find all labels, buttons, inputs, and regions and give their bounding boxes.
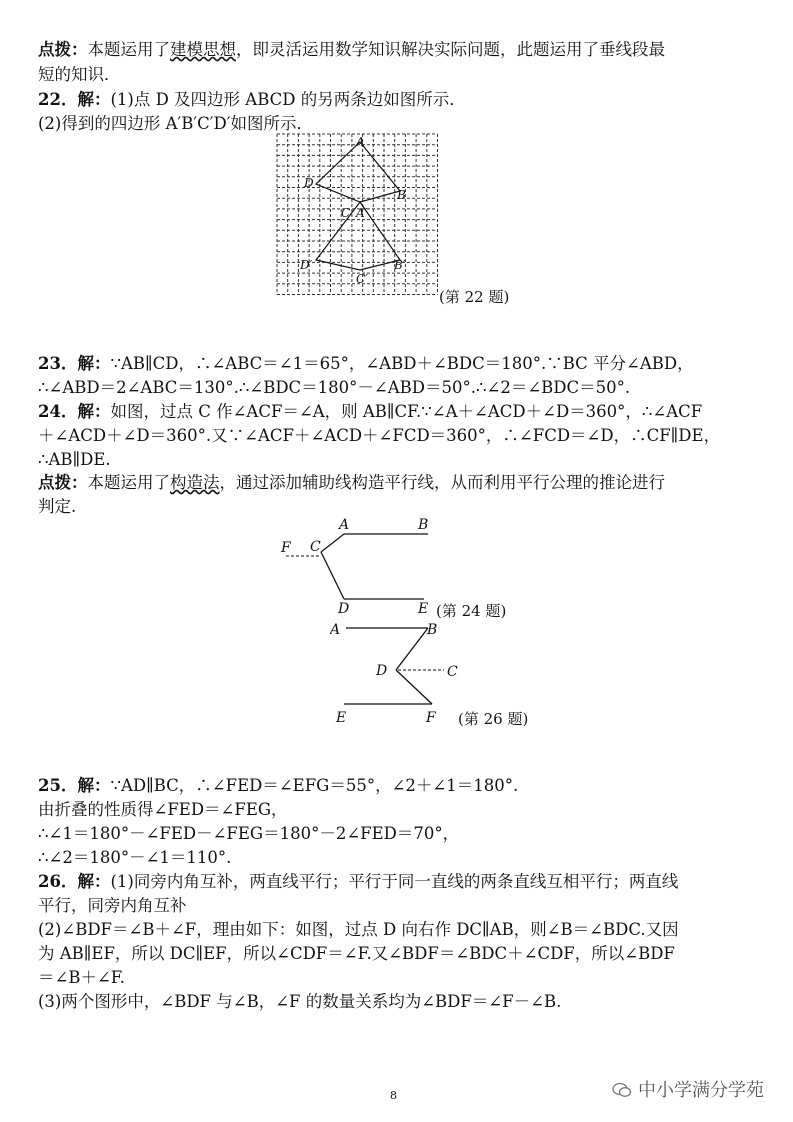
text-segment: 点拨： <box>38 473 88 492</box>
label-c: C <box>341 206 351 220</box>
label-d: D <box>338 601 350 617</box>
figure-22-caption: (第 22 题) <box>439 288 510 306</box>
text-segment: 22． <box>38 90 78 109</box>
text-segment: 本题运用了 <box>87 40 170 59</box>
text-line <box>38 798 288 822</box>
text-line <box>38 942 675 966</box>
text-segment: 构造法 <box>170 473 220 492</box>
label-d-prime: D′ <box>300 258 313 272</box>
label-b: B <box>397 188 406 202</box>
label-b-prime: B′ <box>394 258 406 272</box>
label-d: D <box>376 663 388 679</box>
text-line <box>38 63 121 87</box>
label-f: F <box>426 710 436 726</box>
text-segment: 解： <box>77 872 111 891</box>
label-a: A <box>356 135 365 149</box>
label-f: F <box>281 540 291 556</box>
label-b: B <box>427 622 438 638</box>
text-segment: 建模思想 <box>170 40 236 59</box>
text-segment: 解： <box>77 402 111 421</box>
label-a: A <box>330 622 341 638</box>
text-segment: 平行，同旁内角互补 <box>38 896 187 915</box>
text-segment: ∴∠1＝180°－∠FED－∠FEG＝180°－2∠FED＝70°， <box>38 824 460 843</box>
text-segment: 24． <box>38 402 78 421</box>
text-line <box>38 448 111 472</box>
text-line <box>38 38 665 62</box>
text-line <box>38 424 720 448</box>
text-segment: ∵AD∥BC，∴∠FED＝∠EFG＝55°，∠2＋∠1＝180°. <box>110 776 519 795</box>
text-line <box>38 894 187 918</box>
watermark <box>612 1076 764 1102</box>
text-segment: ∴∠2＝180°－∠1＝110°. <box>38 848 232 867</box>
text-segment: 23． <box>38 354 78 373</box>
text-segment: (2)得到的四边形 A′B′C′D′如图所示． <box>38 114 313 133</box>
text-segment: 解： <box>77 354 111 373</box>
text-line <box>38 88 466 112</box>
text-segment: 如图，过点 C 作∠ACF＝∠A，则 AB∥CF.∵∠A＋∠ACD＋∠D＝360°，∴∠ACF <box>110 402 703 421</box>
text-segment: (1)同旁内角互补，两直线平行；平行于同一直线的两条直线互相平行；两直线 <box>110 872 679 891</box>
label-c-prime: C′ <box>356 272 368 286</box>
text-segment: 25． <box>38 776 78 795</box>
text-line <box>38 352 694 376</box>
text-line <box>38 495 76 519</box>
text-segment: 解： <box>77 776 111 795</box>
text-line <box>38 400 702 424</box>
text-line <box>38 112 313 136</box>
text-line <box>38 471 665 495</box>
text-line <box>38 870 678 894</box>
text-line <box>38 774 518 798</box>
label-a: A <box>339 517 350 533</box>
text-segment: 点拨： <box>38 40 88 59</box>
text-line <box>38 846 231 870</box>
figure-26-caption: (第 26 题) <box>458 710 529 728</box>
text-line <box>38 918 679 942</box>
page-number: 8 <box>390 1089 397 1102</box>
text-segment: 本题运用了 <box>87 473 170 492</box>
text-line <box>38 966 125 990</box>
figure-22-grid <box>276 133 438 300</box>
text-line <box>38 822 459 846</box>
text-segment: ，即灵活运用数学知识解决实际问题，此题运用了垂线段最 <box>236 40 665 59</box>
text-segment: 短的知识． <box>38 65 121 84</box>
text-segment: ∵AB∥CD，∴∠ABC＝∠1＝65°，∠ABD＋∠BDC＝180°.∵BC 平分∠ABD， <box>110 354 694 373</box>
figure-24-caption: (第 24 题) <box>436 602 507 620</box>
label-e: E <box>336 710 347 726</box>
text-segment: ∴∠ABD＝2∠ABC＝130°.∴∠BDC＝180°－∠ABD＝50°.∴∠2＝∠BDC＝50°. <box>38 378 631 397</box>
label-c: C <box>310 539 321 555</box>
label-a-prime: A′ <box>356 206 368 220</box>
text-segment: ＋∠ACD＋∠D＝360°.又∵∠ACF＋∠ACD＋∠FCD＝360°，∴∠FCD＝∠D，∴CF∥DE， <box>38 426 721 445</box>
text-segment: (3)两个图形中，∠BDF 与∠B，∠F 的数量关系均为∠BDF＝∠F－∠B. <box>38 992 562 1011</box>
text-segment: (1)点 D 及四边形 ABCD 的另两条边如图所示． <box>110 90 466 109</box>
watermark-text: 中小学满分学苑 <box>638 1080 764 1101</box>
text-segment: (2)∠BDF＝∠B＋∠F，理由如下：如图，过点 D 向右作 DC∥AB，则∠B＝∠BDC.又因 <box>38 920 679 939</box>
text-segment: ＝∠B＋∠F. <box>38 968 125 987</box>
text-segment: ，通过添加辅助线构造平行线，从而利用平行公理的推论进行 <box>219 473 665 492</box>
chat-bubbles-icon <box>612 1082 632 1098</box>
text-line <box>38 990 561 1014</box>
text-segment: 解： <box>77 90 111 109</box>
text-segment: 为 AB∥EF，所以 DC∥EF，所以∠CDF＝∠F.又∠BDF＝∠BDC＋∠CDF，所以∠BDF <box>38 944 675 963</box>
label-e: E <box>418 601 429 617</box>
figure-26 <box>330 618 470 728</box>
text-line <box>38 376 630 400</box>
text-segment: ∴AB∥DE. <box>38 450 111 469</box>
text-segment: 判定. <box>38 497 77 516</box>
text-segment: 26． <box>38 872 78 891</box>
quadrilateral-abcd <box>316 142 400 202</box>
figure-24 <box>276 512 446 622</box>
label-d: D <box>304 176 314 190</box>
text-segment: 由折叠的性质得∠FED＝∠FEG， <box>38 800 288 819</box>
label-c: C <box>447 664 458 680</box>
label-b: B <box>418 517 429 533</box>
